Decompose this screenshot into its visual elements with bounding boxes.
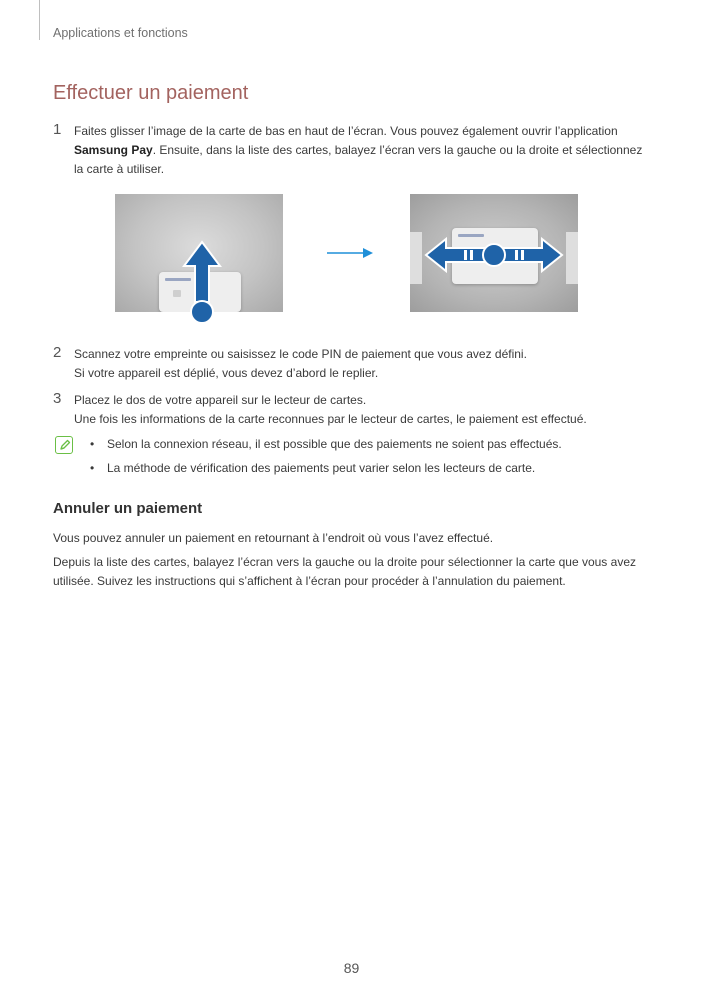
step-1-line-1: Faites glisser l’image de la carte de bas en haut de l’écran. Vous pouvez également ouvrir l’application <box>74 124 618 138</box>
step-2-line-2: Si votre appareil est déplié, vous devez d’abord le replier. <box>74 366 379 380</box>
step-number: 3 <box>53 390 62 407</box>
next-arrow-icon <box>327 246 373 260</box>
note-item: • Selon la connexion réseau, il est possible que des paiements ne soient pas effectués. <box>90 436 562 460</box>
note-list <box>90 436 562 484</box>
step-1 <box>53 122 653 179</box>
step-2 <box>53 345 653 383</box>
section-heading-cancel: Annuler un paiement <box>53 500 203 517</box>
step-2-line-1: Scannez votre empreinte ou saisissez le code PIN de paiement que vous avez défini. <box>74 347 527 361</box>
page-number: 89 <box>343 960 360 976</box>
step-3-line-2: Une fois les informations de la carte reconnues par le lecteur de cartes, le paiement est effectué. <box>74 412 587 426</box>
cancel-paragraph-2: Depuis la liste des cartes, balayez l’écran vers la gauche ou la droite pour sélectionner la carte que vous avez utilisée. Suivez les instructions qui s’affichent à l’écran pour procéder à l’annulation du paiement. <box>53 555 636 588</box>
step-3-line-1: Placez le dos de votre appareil sur le lecteur de cartes. <box>74 393 367 407</box>
step-1-line-2: Samsung Pay. Ensuite, dans la liste des cartes, balayez l’écran vers la gauche ou la droite et sélectionnez <box>74 143 643 157</box>
swipe-up-arrow-icon <box>180 240 224 326</box>
section-header: Applications et fonctions <box>53 26 188 40</box>
header-rule <box>39 0 40 40</box>
step-3 <box>53 391 653 429</box>
app-name: Samsung Pay <box>74 143 153 157</box>
step-1-line-3: la carte à utiliser. <box>74 162 165 176</box>
step-number: 2 <box>53 344 62 361</box>
note-icon <box>55 436 73 454</box>
step-number: 1 <box>53 121 62 138</box>
note-item: • La méthode de vérification des paiements peut varier selon les lecteurs de carte. <box>90 460 562 484</box>
cancel-paragraph-1: Vous pouvez annuler un paiement en retournant à l’endroit où vous l’avez effectué. <box>53 531 494 545</box>
swipe-left-right-arrow-icon <box>424 236 564 274</box>
page-title: Effectuer un paiement <box>53 82 249 104</box>
